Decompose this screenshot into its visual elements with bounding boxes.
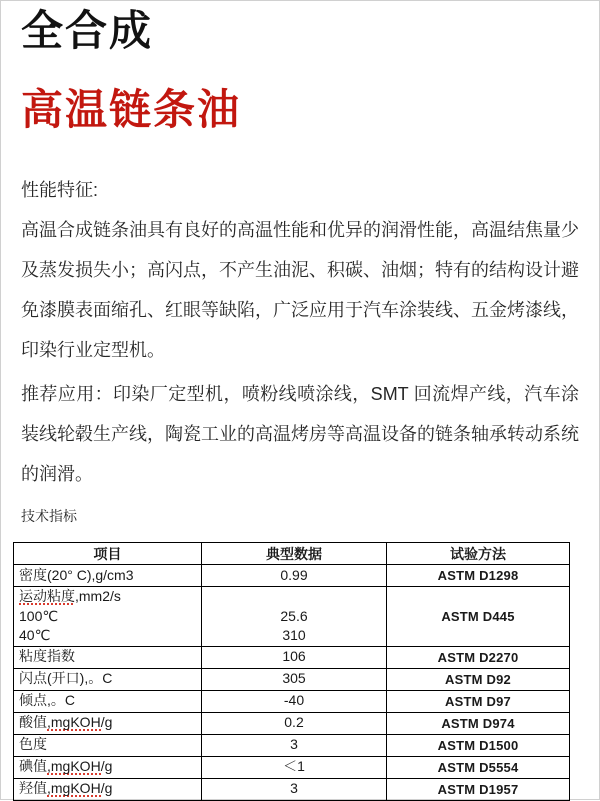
header-cell-test-method: 试验方法 (387, 543, 570, 565)
method-cell: ASTM D2270 (387, 646, 570, 668)
value-cell: ＜1 (202, 756, 387, 778)
header-cell-typical-data: 典型数据 (202, 543, 387, 565)
item-text: 粘度指数 (19, 648, 75, 665)
spellcheck-squiggle: ,mgKOH (47, 714, 101, 731)
table-row (14, 734, 570, 756)
item-text: 酸值 (19, 714, 47, 731)
table-row (14, 646, 570, 668)
performance-heading: 性能特征: (21, 180, 99, 200)
table-row (14, 565, 570, 587)
value-cell: 3 (202, 734, 387, 756)
method-cell: ASTM D5554 (387, 756, 570, 778)
item-text: 羟值 (19, 780, 47, 797)
header-cell-item: 项目 (14, 543, 202, 565)
table-header-row (14, 543, 570, 565)
spec-table-body (14, 565, 570, 801)
application-paragraph: 推荐应用：印染厂定型机，喷粉线喷涂线，SMT 回流焊产线，汽车涂装线轮毂生产线，陶瓷工业的高温烤房等高温设备的链条轴承转动系统的润滑。 (21, 384, 579, 484)
value-cell: -40 (202, 690, 387, 712)
item-cell (14, 734, 202, 756)
spec-table-label: 技术指标 (21, 508, 77, 524)
item-text: 100℃ (19, 607, 59, 624)
spellcheck-squiggle: 运动粘度 (19, 588, 75, 604)
method-cell: ASTM D445 (387, 587, 570, 647)
table-row (14, 756, 570, 778)
item-text: /g (100, 758, 113, 775)
item-text: 倾点,。C (19, 692, 75, 709)
item-text: 色度 (19, 736, 47, 753)
item-cell (14, 646, 202, 668)
item-text: 密度(20° C),g/cm3 (19, 566, 134, 583)
method-cell: ASTM D1500 (387, 734, 570, 756)
value-cell: 106 (202, 646, 387, 668)
item-text: /g (100, 780, 113, 797)
product-title-line2: 高温链条油 (21, 85, 242, 133)
table-row (14, 778, 570, 800)
table-row (14, 690, 570, 712)
item-cell (14, 587, 202, 647)
item-text: /g (100, 714, 113, 731)
product-title-line1: 全合成 (21, 7, 154, 54)
item-cell (14, 712, 202, 734)
spec-table (13, 542, 570, 801)
item-cell (14, 690, 202, 712)
value-cell: 305 (202, 668, 387, 690)
method-cell: ASTM D97 (387, 690, 570, 712)
item-cell (14, 756, 202, 778)
value-cell: 3 (202, 778, 387, 800)
method-cell: ASTM D1957 (387, 778, 570, 800)
value-cell: 0.99 (202, 565, 387, 587)
method-cell: ASTM D1298 (387, 565, 570, 587)
method-cell: ASTM D974 (387, 712, 570, 734)
item-text: 闪点(开口),。C (19, 670, 113, 687)
item-cell (14, 668, 202, 690)
page-content (1, 1, 599, 801)
item-cell (14, 778, 202, 800)
value-cell: 0.2 (202, 712, 387, 734)
item-text: 40℃ (19, 627, 51, 643)
performance-paragraph: 高温合成链条油具有良好的高温性能和优异的润滑性能，高温结焦量少及蒸发损失小；高闪点，不产生油泥、积碳、油烟；特有的结构设计避免漆膜表面缩孔、红眼等缺陷，广泛应用于汽车涂装线、五金烤漆线，印染行业定型机。 (21, 220, 579, 360)
spellcheck-squiggle: ,mgKOH (47, 780, 101, 797)
spellcheck-squiggle: ,mgKOH (47, 758, 101, 775)
value-cell: 25.6 310 (202, 587, 387, 647)
item-text: 碘值 (19, 758, 47, 775)
table-row (14, 668, 570, 690)
table-row (14, 712, 570, 734)
item-cell (14, 565, 202, 587)
table-row (14, 587, 570, 647)
item-text: ,mm2/s (75, 588, 121, 604)
method-cell: ASTM D92 (387, 668, 570, 690)
